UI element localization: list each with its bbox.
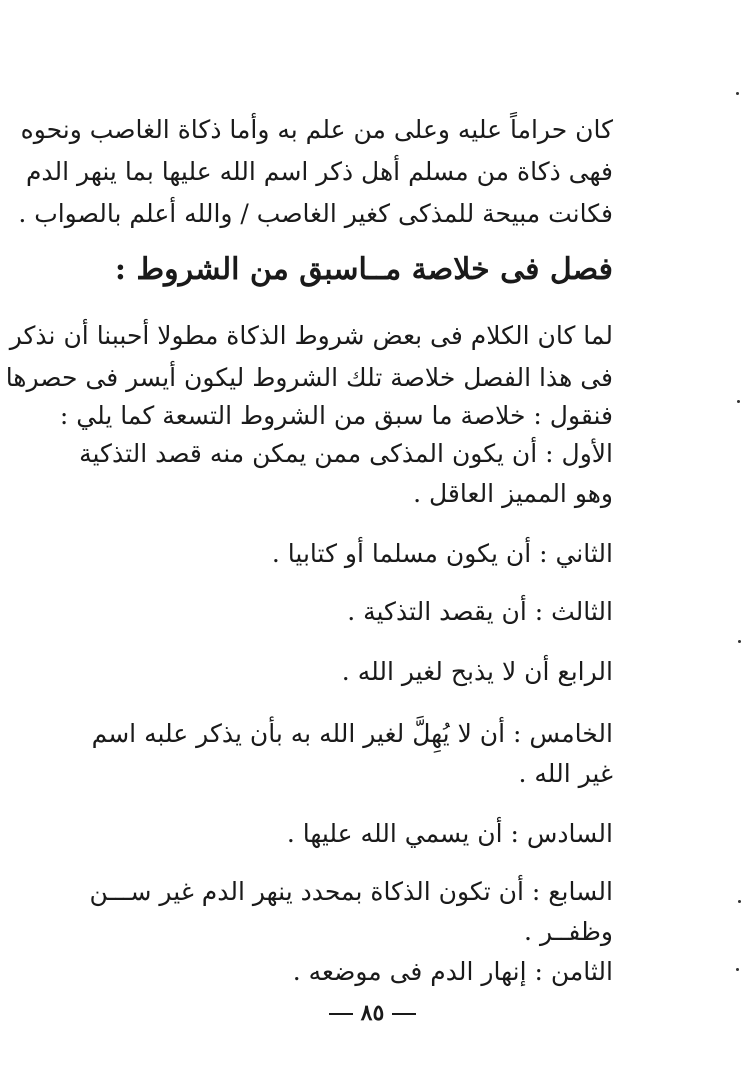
scan-speck bbox=[738, 640, 741, 643]
scan-speck bbox=[736, 968, 739, 971]
page-number bbox=[0, 1000, 745, 1026]
condition-eighth: الثامن : إنهار الدم فى موضعه . bbox=[292, 957, 613, 986]
condition-first-line-1: الأول : أن يكون المذكى ممن يمكن منه قصد التذكية bbox=[79, 439, 613, 468]
paragraph-2-line-3: فنقول : خلاصة ما سبق من الشروط التسعة كما يلي : bbox=[59, 401, 613, 430]
paragraph-1-line-3: فكانت مبيحة للمذكى كغير الغاصب / والله أعلم بالصواب . bbox=[18, 199, 613, 228]
paragraph-1-line-1: كان حراماً عليه وعلى من علم به وأما ذكاة الغاصب ونحوه bbox=[20, 115, 613, 144]
paragraph-2-line-2: فى هذا الفصل خلاصة تلك الشروط ليكون أيسر فى حصرها bbox=[5, 363, 613, 392]
condition-seventh-line-1: السابع : أن تكون الذكاة بمحدد ينهر الدم غير ســـن bbox=[89, 877, 613, 906]
section-heading: فصل فى خلاصة مــاسبق من الشروط : bbox=[114, 252, 613, 287]
paragraph-2-line-1: لما كان الكلام فى بعض شروط الذكاة مطولا أحببنا أن نذكر bbox=[9, 321, 613, 350]
scan-speck bbox=[736, 92, 739, 95]
scan-speck bbox=[738, 900, 741, 903]
page-number-dash-left bbox=[329, 1013, 353, 1015]
scan-speck bbox=[737, 400, 740, 403]
condition-seventh-line-2: وظفــر . bbox=[524, 917, 613, 946]
condition-third: الثالث : أن يقصد التذكية . bbox=[347, 597, 613, 626]
paragraph-1-line-2: فهى ذكاة من مسلم أهل ذكر اسم الله عليها بما ينهر الدم bbox=[25, 157, 613, 186]
condition-second: الثاني : أن يكون مسلما أو كتابيا . bbox=[271, 539, 613, 568]
condition-fourth: الرابع أن لا يذبح لغير الله . bbox=[341, 657, 613, 686]
condition-fifth-line-1: الخامس : أن لا يُهِلَّ لغير الله به بأن يذكر علبه اسم bbox=[91, 719, 613, 748]
condition-sixth: السادس : أن يسمي الله عليها . bbox=[286, 819, 613, 848]
condition-fifth-line-2: غير الله . bbox=[518, 759, 613, 788]
page-number-dash-right bbox=[392, 1013, 416, 1015]
condition-first-line-2: وهو المميز العاقل . bbox=[413, 479, 613, 508]
page-number-value: ٨٥ bbox=[360, 1000, 385, 1026]
